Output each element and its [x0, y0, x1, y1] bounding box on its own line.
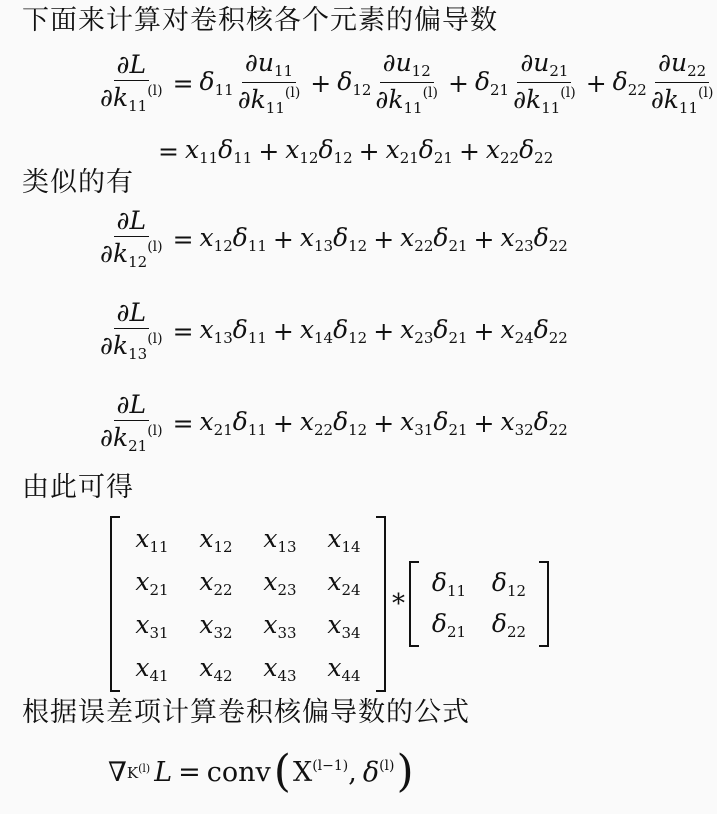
right-paren: ) — [396, 746, 414, 797]
lhs-dL-dk12-denominator — [100, 237, 163, 270]
matrix-cell-x32-sub: 32 — [213, 623, 233, 642]
matrix-cell-x13-sub: 13 — [277, 537, 297, 556]
x-32-sub: 32 — [514, 420, 534, 439]
du11-dk11-top-sub: 11 — [273, 62, 294, 80]
du21-dk11-top-sub: 21 — [549, 62, 569, 80]
equals-sign: = — [172, 316, 194, 346]
du12-dk11-top: $u_{12}$ — [395, 48, 431, 80]
delta-12: $\delta_{12}$ — [333, 406, 368, 439]
du11-dk11-k-sup: (l) — [284, 85, 301, 101]
matrix-cell-x32: $x_{32}$ — [199, 609, 233, 642]
lhs-dL-dk11-numerator — [114, 52, 150, 81]
du12-dk11-denominator — [375, 83, 438, 116]
equals-sign: = — [172, 408, 194, 438]
du21-dk11-k: $k_{11}^{(l)}$ — [526, 85, 576, 117]
du12-dk11-partial-den: ∂ — [375, 85, 389, 114]
lhs-dL-dk12-numerator — [114, 208, 150, 237]
matrix-cell-x34-sub: 34 — [341, 623, 361, 642]
lhs-dL-dk13-k-sub: 13 — [128, 345, 148, 363]
matrix-cell-delta21-sub: 21 — [446, 622, 467, 641]
delta-22: $\delta_{22}$ — [533, 314, 568, 347]
x-23-sub: 23 — [514, 236, 534, 255]
matrix-cell-delta11: $\delta_{11}$ — [431, 567, 467, 600]
matrix-cell-x12: $x_{12}$ — [199, 523, 233, 556]
kernel-subscript-sup: (l) — [138, 762, 151, 775]
lhs-dL-dk21-top: L — [129, 390, 147, 419]
delta-21: $\delta_{21}$ — [474, 66, 510, 99]
x-23-sub: 23 — [414, 328, 434, 347]
delta-12-sub: 12 — [348, 420, 368, 439]
du22-dk11-k-sup: (l) — [698, 85, 714, 101]
du12-dk11-k-sup: (l) — [422, 85, 438, 101]
lhs-dL-dk13-denominator — [100, 329, 163, 362]
lhs-dL-dk12-top: L — [129, 206, 147, 235]
du11-dk11-partial-den: ∂ — [237, 85, 251, 114]
du22-dk11-partial: ∂ — [658, 48, 671, 77]
matrix-cell-x33-sub: 33 — [277, 623, 297, 642]
x-matrix-right-bracket — [376, 516, 386, 692]
kernel-subscript: $K^{(l)}$ — [126, 762, 151, 782]
matrix-cell-x33: $x_{33}$ — [263, 609, 297, 642]
equation-k11-expanded — [96, 50, 717, 116]
lhs-dL-dk13-k: $k_{13}^{(l)}$ — [112, 331, 163, 363]
plus-sign: + — [272, 408, 294, 438]
du21-dk11-numerator — [517, 50, 571, 83]
delta-12: $\delta_{12}$ — [337, 66, 372, 99]
matrix-cell-x24-sub: 24 — [341, 580, 361, 599]
lhs-dL-dk12-k: $k_{12}^{(l)}$ — [112, 239, 163, 271]
matrix-cell-x41-sub: 41 — [149, 666, 169, 685]
x-21-sub: 21 — [399, 149, 419, 167]
delta-21-sub: 21 — [448, 236, 468, 255]
matrix-cell-x31-sub: 31 — [149, 623, 169, 642]
plus-sign: + — [448, 68, 469, 98]
delta-11: $\delta_{11}$ — [232, 222, 267, 255]
lhs-dL-dk21-k-sub: 21 — [128, 437, 148, 455]
plus-sign: + — [473, 224, 495, 254]
plus-sign: + — [358, 137, 380, 166]
matrix-cell-x21-sub: 21 — [149, 580, 169, 599]
delta-11: $\delta_{11}$ — [232, 406, 267, 439]
matrix-cell-x14: $x_{14}$ — [327, 523, 361, 556]
lhs-dL-dk21-partial: ∂ — [116, 390, 130, 419]
x-22: $x_{22}$ — [400, 222, 434, 255]
equation-k21 — [96, 392, 568, 454]
du12-dk11-k-sub: 11 — [403, 99, 423, 117]
lhs-dL-dk21-numerator — [114, 392, 150, 421]
x-11: $x_{11}$ — [184, 135, 219, 167]
delta-21-sub: 21 — [448, 328, 468, 347]
du12-dk11-top-sub: 12 — [411, 62, 431, 80]
lhs-dL-dk13 — [100, 300, 163, 362]
x-13-sub: 13 — [313, 236, 334, 255]
lhs-dL-dk11-k-sub: 11 — [128, 97, 148, 115]
plus-sign: + — [310, 68, 332, 98]
matrix-cell-x14-sub: 14 — [341, 537, 361, 556]
matrix-cell-x21: $x_{21}$ — [135, 566, 169, 599]
loss-L: L — [154, 756, 173, 788]
delta-21: $\delta_{21}$ — [433, 222, 468, 255]
heading-similarly: 类似的有 — [22, 167, 134, 198]
du22-dk11 — [651, 50, 714, 116]
delta-12-sub: 12 — [352, 80, 372, 99]
convolution-operator: * — [392, 589, 405, 619]
lhs-dL-dk21 — [100, 392, 163, 454]
du22-dk11-k: $k_{11}^{(l)}$ — [663, 85, 714, 117]
x-21: $x_{21}$ — [385, 135, 419, 167]
du21-dk11-denominator — [513, 83, 576, 116]
equation-k12 — [96, 208, 568, 270]
equation-k11-result — [152, 137, 553, 166]
matrix-cell-delta22: $\delta_{22}$ — [491, 608, 527, 641]
lhs-dL-dk21-k: $k_{21}^{(l)}$ — [112, 423, 163, 455]
lhs-dL-dk13-numerator — [114, 300, 150, 329]
x-12: $x_{12}$ — [199, 222, 233, 255]
delta-22: $\delta_{22}$ — [612, 66, 647, 99]
delta-12: $\delta_{12}$ — [333, 222, 368, 255]
delta-12: $\delta_{12}$ — [333, 314, 368, 347]
delta-22-sub: 22 — [548, 328, 568, 347]
delta-21-sub: 21 — [490, 80, 510, 99]
delta-22-sub: 22 — [548, 420, 568, 439]
x-21-sub: 21 — [213, 420, 233, 439]
lhs-dL-dk12 — [100, 208, 163, 270]
x-matrix — [120, 518, 376, 690]
equals-sign: = — [158, 137, 179, 166]
du12-dk11 — [375, 50, 438, 116]
x-12-sub: 12 — [299, 149, 319, 167]
du21-dk11 — [513, 50, 576, 116]
x-23: $x_{23}$ — [400, 314, 434, 347]
plus-sign: + — [473, 408, 495, 438]
equals-sign: = — [178, 756, 201, 788]
delta-12: $\delta_{12}$ — [318, 135, 353, 167]
gradient-formula — [108, 746, 414, 797]
x-12-sub: 12 — [213, 236, 233, 255]
heading-partial-derivatives: 下面来计算对卷积核各个元素的偏导数 — [22, 5, 498, 36]
du11-dk11 — [238, 50, 301, 116]
du22-dk11-k-sub: 11 — [678, 99, 698, 117]
matrix-cell-x44-sub: 44 — [341, 666, 361, 685]
lhs-dL-dk12-k-sup: (l) — [147, 239, 163, 255]
lhs-dL-dk11-top: L — [129, 50, 147, 79]
left-paren: ( — [273, 746, 291, 797]
du12-dk11-numerator — [380, 50, 434, 83]
x-23: $x_{23}$ — [500, 222, 534, 255]
x-32: $x_{32}$ — [500, 406, 534, 439]
x-21: $x_{21}$ — [199, 406, 233, 439]
lhs-dL-dk11 — [100, 52, 163, 114]
x-22: $x_{22}$ — [485, 135, 520, 167]
matrix-cell-x31: $x_{31}$ — [135, 609, 169, 642]
delta-12-sub: 12 — [333, 149, 353, 167]
plus-sign: + — [258, 137, 280, 166]
delta-21-sub: 21 — [448, 420, 468, 439]
du21-dk11-top: $u_{21}$ — [533, 48, 569, 80]
plus-sign: + — [272, 224, 294, 254]
du11-dk11-k-sub: 11 — [265, 99, 285, 117]
matrix-cell-x44: $x_{44}$ — [327, 652, 361, 685]
delta-11: $\delta_{11}$ — [232, 314, 267, 347]
heading-therefore: 由此可得 — [22, 472, 134, 503]
x-24-sub: 24 — [514, 328, 534, 347]
du11-dk11-partial: ∂ — [244, 48, 258, 77]
delta-21: $\delta_{21}$ — [433, 406, 468, 439]
matrix-cell-x12-sub: 12 — [213, 537, 233, 556]
lhs-dL-dk12-k-sub: 12 — [128, 253, 148, 271]
du22-dk11-top: $u_{22}$ — [670, 48, 707, 80]
delta-21: $\delta_{21}$ — [418, 135, 453, 167]
equals-sign: = — [172, 224, 194, 254]
lhs-dL-dk21-k-sup: (l) — [147, 423, 163, 439]
du11-dk11-numerator — [242, 50, 296, 83]
plus-sign: + — [272, 316, 294, 346]
delta-11-sub: 11 — [233, 149, 253, 167]
lhs-dL-dk21-denominator — [100, 421, 163, 454]
matrix-cell-x22-sub: 22 — [213, 580, 233, 599]
matrix-cell-delta12: $\delta_{12}$ — [491, 567, 527, 600]
matrix-cell-x43: $x_{43}$ — [263, 652, 297, 685]
lhs-dL-dk11-partial-den: ∂ — [100, 83, 113, 112]
lhs-dL-dk12-partial: ∂ — [116, 206, 130, 235]
lhs-dL-dk13-partial: ∂ — [116, 298, 130, 327]
x-31-sub: 31 — [414, 420, 434, 439]
delta-11: $\delta_{11}$ — [218, 135, 253, 167]
nabla-symbol: ∇ — [108, 756, 127, 788]
delta-layer: $\delta^{(l)}$ — [362, 756, 395, 788]
x-31: $x_{31}$ — [400, 406, 434, 439]
matrix-cell-x24: $x_{24}$ — [327, 566, 361, 599]
equals-sign: = — [172, 68, 194, 98]
delta-22: $\delta_{22}$ — [533, 406, 568, 439]
matrix-cell-delta11-sub: 11 — [446, 581, 467, 600]
delta-11-sub: 11 — [247, 420, 267, 439]
lhs-dL-dk13-k-sup: (l) — [147, 331, 163, 347]
delta-22-sub: 22 — [627, 80, 647, 99]
lhs-dL-dk11-partial: ∂ — [116, 50, 130, 79]
x-13-sub: 13 — [213, 328, 233, 347]
delta-11-sub: 11 — [247, 328, 267, 347]
du22-dk11-numerator — [655, 50, 709, 83]
input-X: $X^{(l-1)}$ — [292, 756, 349, 788]
x-22: $x_{22}$ — [299, 406, 334, 439]
x-14: $x_{14}$ — [299, 314, 334, 347]
delta-12-sub: 12 — [348, 328, 368, 347]
lhs-dL-dk13-top: L — [129, 298, 147, 327]
matrix-cell-delta22-sub: 22 — [506, 622, 527, 641]
matrix-cell-x11-sub: 11 — [149, 537, 169, 556]
matrix-cell-x41: $x_{41}$ — [135, 652, 169, 685]
matrix-cell-x13: $x_{13}$ — [263, 523, 297, 556]
du11-dk11-k: $k_{11}^{(l)}$ — [250, 85, 301, 117]
x-24: $x_{24}$ — [500, 314, 534, 347]
delta-matrix — [419, 563, 539, 645]
comma: , — [348, 756, 357, 788]
delta-22-sub: 22 — [548, 236, 568, 255]
matrix-cell-delta21: $\delta_{21}$ — [431, 608, 467, 641]
plus-sign: + — [373, 316, 395, 346]
heading-formula: 根据误差项计算卷积核偏导数的公式 — [22, 697, 470, 728]
plus-sign: + — [585, 68, 607, 98]
du21-dk11-partial: ∂ — [520, 48, 534, 77]
du12-dk11-k: $k_{11}^{(l)}$ — [388, 85, 438, 117]
du11-dk11-top: $u_{11}$ — [257, 48, 294, 80]
plus-sign: + — [373, 408, 395, 438]
du11-dk11-denominator — [238, 83, 301, 116]
delta-layer-sup: (l) — [379, 757, 395, 774]
plus-sign: + — [473, 316, 495, 346]
du12-dk11-partial: ∂ — [382, 48, 396, 77]
delta-22-sub: 22 — [534, 149, 554, 167]
delta-22: $\delta_{22}$ — [533, 222, 568, 255]
delta-22: $\delta_{22}$ — [519, 135, 554, 167]
delta-21: $\delta_{21}$ — [433, 314, 468, 347]
x-22-sub: 22 — [313, 420, 334, 439]
du22-dk11-top-sub: 22 — [687, 62, 707, 80]
matrix-cell-x34: $x_{34}$ — [327, 609, 361, 642]
matrix-cell-x11: $x_{11}$ — [135, 523, 169, 556]
lhs-dL-dk13-partial-den: ∂ — [100, 331, 113, 360]
lhs-dL-dk11-k: $k_{11}^{(l)}$ — [112, 83, 163, 115]
x-12: $x_{12}$ — [285, 135, 319, 167]
matrix-cell-x43-sub: 43 — [277, 666, 297, 685]
du22-dk11-partial-den: ∂ — [650, 85, 664, 114]
lhs-dL-dk21-partial-den: ∂ — [100, 423, 113, 452]
du22-dk11-denominator — [651, 83, 714, 116]
matrix-cell-x42: $x_{42}$ — [199, 652, 233, 685]
delta-11: $\delta_{11}$ — [199, 66, 234, 99]
matrix-cell-x23-sub: 23 — [277, 580, 297, 599]
input-X-sup: (l−1) — [312, 757, 349, 774]
du21-dk11-k-sub: 11 — [541, 99, 561, 117]
du21-dk11-partial-den: ∂ — [513, 85, 527, 114]
delta-matrix-left-bracket — [409, 561, 419, 647]
delta-21-sub: 21 — [433, 149, 453, 167]
x-14-sub: 14 — [313, 328, 334, 347]
plus-sign: + — [458, 137, 480, 166]
matrix-cell-x22: $x_{22}$ — [199, 566, 233, 599]
x-22-sub: 22 — [500, 149, 520, 167]
x-13: $x_{13}$ — [199, 314, 233, 347]
x-13: $x_{13}$ — [299, 222, 334, 255]
equation-k13 — [96, 300, 568, 362]
delta-11-sub: 11 — [214, 80, 234, 99]
delta-12-sub: 12 — [348, 236, 368, 255]
plus-sign: + — [373, 224, 395, 254]
x-22-sub: 22 — [414, 236, 434, 255]
matrix-cell-x42-sub: 42 — [213, 666, 233, 685]
x-11-sub: 11 — [199, 149, 219, 167]
matrix-cell-delta12-sub: 12 — [506, 581, 527, 600]
conv-function: conv — [206, 756, 271, 788]
lhs-dL-dk11-denominator — [100, 81, 163, 114]
lhs-dL-dk11-k-sup: (l) — [147, 83, 163, 99]
matrix-product — [110, 516, 549, 692]
matrix-cell-x23: $x_{23}$ — [263, 566, 297, 599]
delta-11-sub: 11 — [247, 236, 267, 255]
du21-dk11-k-sup: (l) — [560, 85, 576, 101]
x-matrix-left-bracket — [110, 516, 120, 692]
delta-matrix-right-bracket — [539, 561, 549, 647]
lhs-dL-dk12-partial-den: ∂ — [100, 239, 113, 268]
